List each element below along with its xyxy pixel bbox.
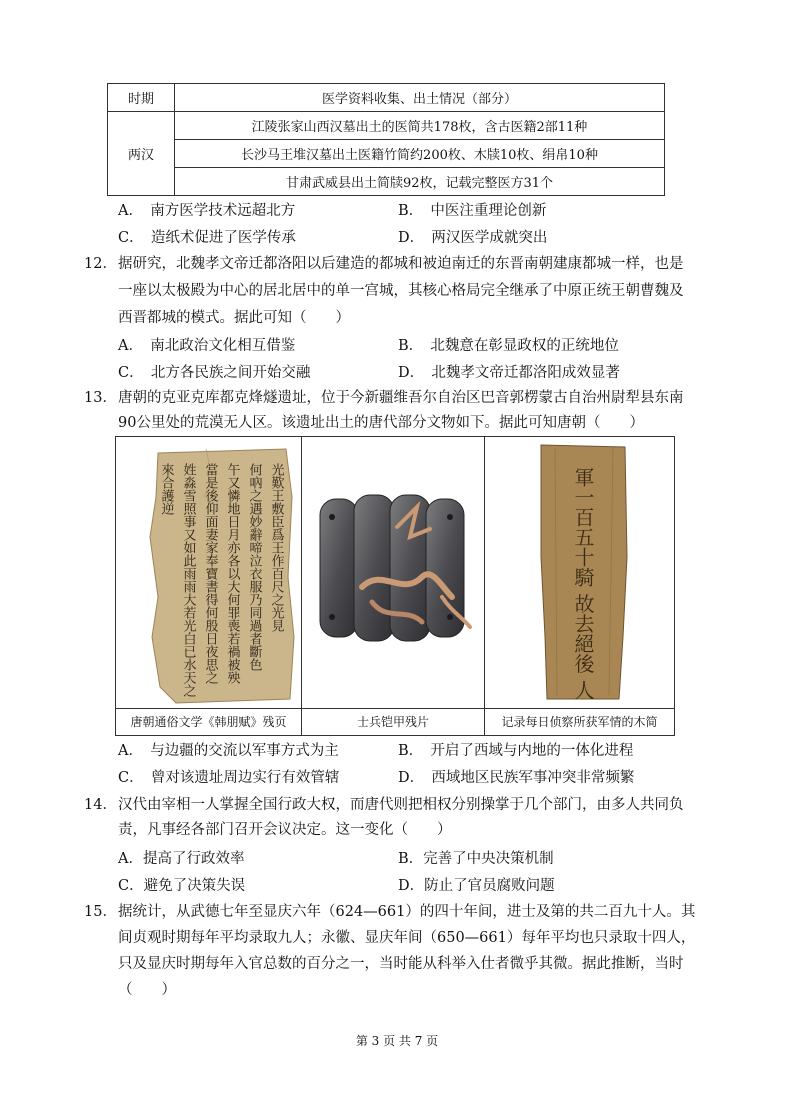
q14-number: 14． <box>84 797 117 813</box>
q15-stem-line2: 间贞观时期每年平均录取九人；永徽、显庆年间（650—661）每年平均也只录取十四人， <box>118 930 696 946</box>
q13-option-c: C． 曾对该遗址周边实行有效管辖 <box>118 770 340 786</box>
q14-option-b: B．完善了中央决策机制 <box>398 851 554 867</box>
q12-option-a: A． 南北政治文化相互借鉴 <box>118 338 296 354</box>
manuscript-column: 何吶之遇妙辭啼泣衣服乃同過者斷色 <box>246 463 262 671</box>
q15-number: 15． <box>84 904 117 920</box>
q13-option-b: B． 开启了西域与内地的一体化进程 <box>398 743 634 759</box>
q12-stem-line2: 一座以太极殿为中心的居北居中的单一宫城，其核心格局完全继承了中原正统王朝曹魏及 <box>118 283 684 299</box>
q13-option-a: A． 与边疆的交流以军事方式为主 <box>118 743 339 759</box>
q12-number: 12． <box>84 256 117 272</box>
q15-stem-line3: 只及显庆时期每年入官总数的百分之一，当时能从科举入仕者微乎其微。据此推断，当时 <box>118 956 684 972</box>
q12-option-c: C． 北方各民族之间开始交融 <box>118 365 311 381</box>
q14-stem-line1 <box>84 791 684 819</box>
manuscript-column: 來合護逆 <box>158 463 174 515</box>
wooden-slip-image <box>485 437 674 709</box>
medical-records-table <box>107 83 665 196</box>
q13-text: 唐朝的克亚克库都克烽燧遗址，位于今新疆维吾尔自治区巴音郭楞蒙古自治州尉犁县东南 <box>118 390 684 406</box>
q14-stem-line2: 责，凡事经各部门召开会议决定。这一变化（ ） <box>118 822 452 838</box>
manuscript-column: 姓淼雪照事又如此雨雨大若光白已水天之 <box>180 463 196 697</box>
armor-image <box>302 437 484 709</box>
slip-inscription: 軍一百五十騎 故去絕後 人 <box>571 467 595 700</box>
q14-option-a: A．提高了行政效率 <box>118 851 245 867</box>
q14-option-d: D．防止了官员腐败问题 <box>398 878 555 894</box>
manuscript-column: 午又憐地日月亦各以大何罪喪若禍被殃 <box>224 463 240 684</box>
q13-stem-line1 <box>84 384 684 412</box>
q13-stem-line2: 90公里处的荒漠无人区。该遗址出土的唐代部分文物如下。据此可知唐朝（ ） <box>118 415 644 431</box>
q12-option-b: B． 北魏意在彰显政权的正统地位 <box>398 338 619 354</box>
q14-option-c: C．避免了决策失误 <box>118 878 246 894</box>
q13-option-d: D． 西域地区民族军事冲突非常频繁 <box>398 770 635 786</box>
q12-option-d: D． 北魏孝文帝迁都洛阳成效显著 <box>398 365 620 381</box>
q14-text: 汉代由宰相一人掌握全国行政大权，而唐代则把相权分别操掌于几个部门，由多人共同负 <box>118 797 684 813</box>
table-header-content: 医学资料收集、出土情况（部分） <box>175 84 665 112</box>
table-row: 长沙马王堆汉墓出土医籍竹简约200枚、木牍10枚、绢帛10种 <box>175 140 665 168</box>
table-row: 江陵张家山西汉墓出土的医简共178枚，含古医籍2部11种 <box>175 112 665 140</box>
armor-cell <box>302 437 485 735</box>
artifact-figure <box>115 436 675 736</box>
q15-stem-line1 <box>84 898 695 926</box>
caption-manuscript: 唐朝通俗文学《韩朋赋》残页 <box>116 708 301 735</box>
caption-wooden-slip: 记录每日侦察所获军情的木简 <box>485 708 674 735</box>
q12-stem-line3: 西晋都城的模式。据此可知（ ） <box>118 310 350 326</box>
table-header-period: 时期 <box>108 84 175 112</box>
q12-stem-line1 <box>84 250 684 278</box>
q15-text: 据统计，从武德七年至显庆六年（624—661）的四十年间，进士及第的共二百九十人。其 <box>118 904 696 920</box>
q11-option-d: D． 两汉医学成就突出 <box>398 230 548 246</box>
table-period-cell: 两汉 <box>108 112 175 196</box>
manuscript-column: 當是後仰面妻家奉寶書得何殷日夜思之 <box>202 463 218 684</box>
q11-option-b: B． 中医注重理论创新 <box>398 203 547 219</box>
q12-text: 据研究，北魏孝文帝迁都洛阳以后建造的都城和被迫南迁的东晋南朝建康都城一样，也是 <box>118 256 684 272</box>
q11-option-c: C． 造纸术促进了医学传承 <box>118 230 296 246</box>
q11-option-a: A． 南方医学技术远超北方 <box>118 203 296 219</box>
manuscript-cell <box>116 437 302 735</box>
manuscript-image <box>116 437 301 709</box>
table-row: 甘肃武威县出土简牍92枚，记载完整医方31个 <box>175 168 665 196</box>
wooden-slip-cell <box>485 437 674 735</box>
manuscript-column: 光歎王敷臣爲王作百尺之光見 <box>268 463 284 632</box>
q13-number: 13． <box>84 390 117 406</box>
page-footer: 第 3 页 共 7 页 <box>355 1034 439 1048</box>
q15-stem-line4: （ ） <box>118 982 176 998</box>
caption-armor: 士兵铠甲残片 <box>302 708 484 735</box>
